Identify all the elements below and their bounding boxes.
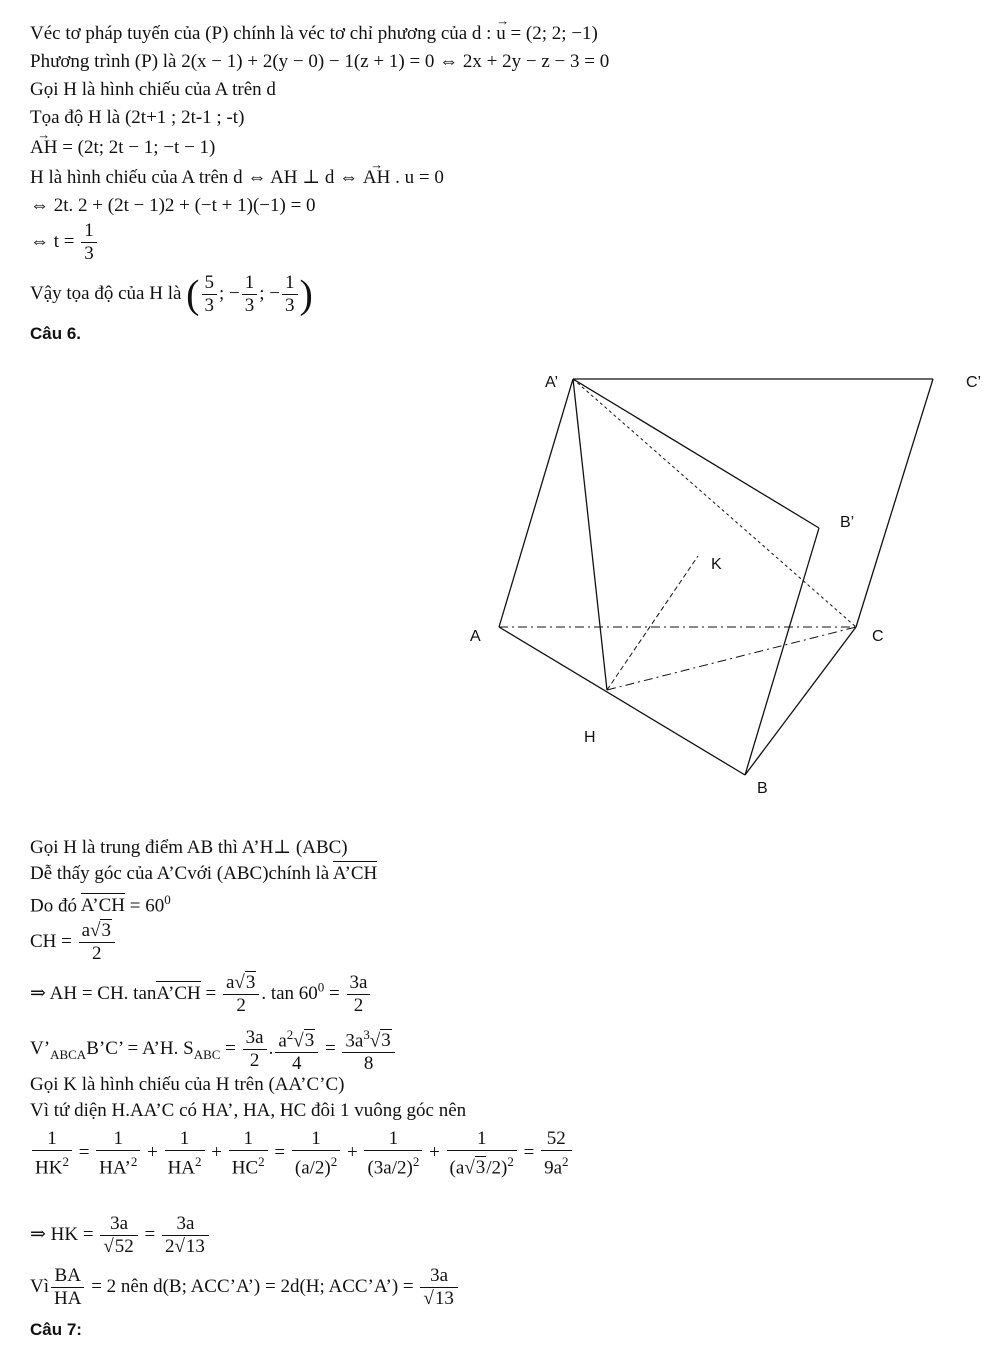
edge-a-prime-a (499, 379, 573, 627)
line-equation-t: ⇔ 2t. 2 + (2t − 1)2 + (−t + 1)(−1) = 0 (30, 195, 316, 216)
hidden-edge-a-prime-c (573, 379, 856, 627)
line-vector-ah: → AH = (2t; 2t − 1; −t − 1) (30, 136, 215, 160)
label-c-prime: C’ (966, 374, 982, 391)
hidden-segment-h-c (607, 627, 856, 690)
heading-cau-6: Câu 6. (30, 324, 82, 343)
line-define-k: Gọi K là hình chiếu của H trên (AA’C’C) (30, 1074, 345, 1095)
line-ch: CH = $\frac{a√3}{2}$ (30, 920, 117, 965)
edge-a-prime-b-prime (573, 379, 819, 528)
line-distance: Vì $\frac{BA}{HA}$ = 2 nên d(B; ACC’A’) = 2d(H; ACC’A’) = $\frac{3a}{√13}$ (30, 1265, 460, 1310)
label-b-prime: B’ (840, 514, 855, 531)
line-perpendicular-condition: H là hình chiếu của A trên d ⇔ AH ⊥ d ⇔ → AH . u = 0 (30, 166, 444, 190)
edge-b-c (745, 627, 856, 775)
label-a: A (470, 628, 481, 645)
line-volume: $V’_{ABCA}B’C$’ = A’H. $S_{ABC}$ = $\frac{3a}{2}$ . $\frac{a^2√3}{4}$ = $\frac{3a^3√3}{8}$ (30, 1024, 397, 1075)
line-define-h: Gọi H là hình chiếu của A trên d (30, 79, 276, 100)
line-plane-equation: Phương trình (P) là 2(x − 1) + 2(y − 0) − 1(z + 1) = 0 ⇔ 2x + 2y − z − 3 = 0 (30, 51, 610, 72)
line-h-result: Vậy tọa độ của H là ( $\frac{5}{3}$ ; − $\frac{1}{3}$ ; − $\frac{1}{3}$ ) (30, 271, 313, 317)
line-t-value: ⇔ t = $\frac{1}{3}$ (30, 220, 99, 265)
line-tetrahedron: Vì tứ diện H.AA’C có HA’, HA, HC đôi 1 vuông góc nên (30, 1100, 467, 1121)
label-k: K (711, 556, 722, 573)
label-c: C (872, 628, 884, 645)
edge-a-prime-h (573, 379, 607, 690)
line-h-midpoint: Gọi H là trung điểm AB thì A’H⊥ (ABC) (30, 837, 348, 858)
edge-c-prime-c (856, 379, 933, 627)
hidden-segment-h-k (607, 556, 698, 690)
line-normal-vector: Véc tơ pháp tuyến của (P) chính là véc tơ chỉ phương của d : → u = (2; 2; −1) (30, 22, 598, 46)
line-hk-formula: $\frac{1}{HK^2}$ = $\frac{1}{HA’^2}$ + $\frac{1}{HA^2}$ + $\frac{1}{HC^2}$ = $\frac{1}{(a/2)^2}$ + $\frac{1}{(3a/2)^2}$ + $\frac{1}{(a√3/2)^2}$ = $\frac{52}{9a^2}$ (30, 1128, 574, 1179)
line-angle: Dễ thấy góc của A’Cvới (ABC)chính là A’CH (30, 863, 378, 884)
edge-a-b (499, 627, 745, 775)
fraction-one-third: $\frac{1}{3}$ (81, 220, 97, 265)
edge-b-prime-b (745, 528, 819, 775)
line-hk-result: ⇒ HK = $\frac{3a}{√52}$ = $\frac{3a}{2√13}$ (30, 1213, 211, 1258)
line-h-coords: Tọa độ H là (2t+1 ; 2t-1 ; -t) (30, 107, 245, 128)
line-angle-60: Do đó A’CH = $60^0$ (30, 892, 171, 917)
line-ah: ⇒ AH = CH. tanA’CH = $\frac{a√3}{2}$ . $\tan 60^0$ = $\frac{3a}{2}$ (30, 972, 372, 1017)
heading-cau-7: Câu 7: (30, 1320, 82, 1339)
label-b: B (757, 780, 768, 797)
label-a-prime: A’ (545, 374, 559, 391)
label-h: H (584, 729, 596, 746)
